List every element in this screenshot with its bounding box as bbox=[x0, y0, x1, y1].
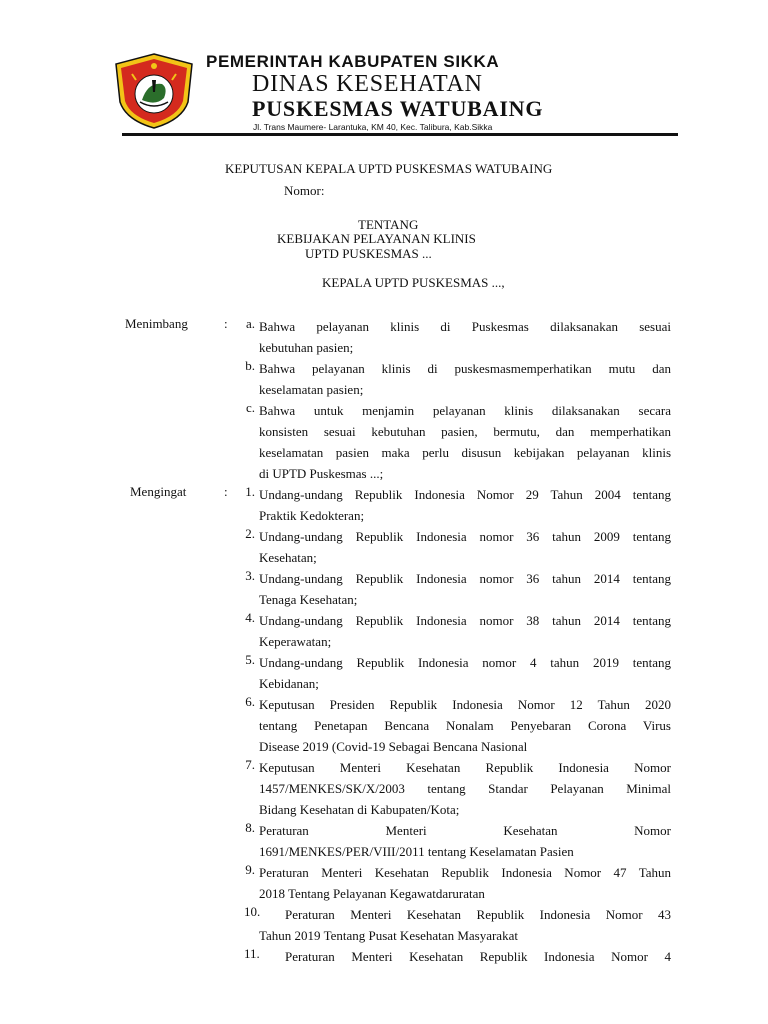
section-colon: : bbox=[224, 316, 228, 331]
list-item-line: Undang-undang Republik Indonesia nomor 38 tahun 2014 tentang bbox=[259, 613, 671, 628]
list-item-line: 1691/MENKES/PER/VIII/2011 tentang Keselamatan Pasien bbox=[259, 844, 574, 859]
list-item-line: Undang-undang Republik Indonesia nomor 4 tahun 2019 tentang bbox=[259, 655, 671, 670]
list-item-line: Bahwa pelayanan klinis di Puskesmas dilaksanakan sesuai bbox=[259, 319, 671, 334]
decree-subject-line1: KEBIJAKAN PELAYANAN KLINIS bbox=[277, 231, 476, 246]
list-item-line: Tenaga Kesehatan; bbox=[259, 592, 358, 607]
list-item-line: tentang Penetapan Bencana Nonalam Penyebaran Corona Virus bbox=[259, 718, 671, 733]
sikka-regency-emblem bbox=[112, 52, 196, 130]
letterhead-unit: PUSKESMAS WATUBAING bbox=[252, 96, 544, 121]
list-item-line: di UPTD Puskesmas ...; bbox=[259, 466, 384, 481]
section-label-recalling: Mengingat bbox=[130, 484, 187, 499]
section-colon: : bbox=[224, 484, 228, 499]
list-item-line: Undang-undang Republik Indonesia nomor 36 tahun 2009 tentang bbox=[259, 529, 671, 544]
list-item-marker: 8. bbox=[245, 820, 255, 835]
list-item-line: Disease 2019 (Covid-19 Sebagai Bencana Nasional bbox=[259, 739, 528, 754]
list-item-marker: 9. bbox=[245, 862, 255, 877]
list-item-line: Praktik Kedokteran; bbox=[259, 508, 365, 523]
decree-issuer: KEPALA UPTD PUSKESMAS ..., bbox=[322, 275, 505, 290]
list-item-line: Bahwa pelayanan klinis di puskesmasmemperhatikan mutu dan bbox=[259, 361, 671, 376]
decree-number-label: Nomor: bbox=[284, 183, 325, 198]
list-item-marker: b. bbox=[245, 358, 255, 373]
list-item-marker: 11. bbox=[244, 946, 260, 961]
section-label-considering: Menimbang bbox=[125, 316, 188, 331]
list-item-line: Peraturan Menteri Kesehatan Republik Indonesia Nomor 4 bbox=[285, 949, 671, 964]
list-item-marker: 1. bbox=[245, 484, 255, 499]
list-item-line: Tahun 2019 Tentang Pusat Kesehatan Masyarakat bbox=[259, 928, 518, 943]
list-item-line: Kesehatan; bbox=[259, 550, 317, 565]
list-item-line: Keputusan Presiden Republik Indonesia Nomor 12 Tahun 2020 bbox=[259, 697, 671, 712]
letterhead-department: DINAS KESEHATAN bbox=[252, 71, 483, 97]
list-item-line: Bahwa untuk menjamin pelayanan klinis dilaksanakan secara bbox=[259, 403, 671, 418]
list-item-marker: 2. bbox=[245, 526, 255, 541]
list-item-line: 2018 Tentang Pelayanan Kegawatdaruratan bbox=[259, 886, 485, 901]
list-item-line: keselamatan pasien; bbox=[259, 382, 364, 397]
list-item-marker: 6. bbox=[245, 694, 255, 709]
list-item-line: kebutuhan pasien; bbox=[259, 340, 354, 355]
list-item-marker: a. bbox=[245, 316, 255, 331]
list-item-line: Bidang Kesehatan di Kabupaten/Kota; bbox=[259, 802, 460, 817]
list-item-line: konsisten sesuai kebutuhan pasien, bermutu, dan memperhatikan bbox=[259, 424, 671, 439]
list-item-line: Undang-undang Republik Indonesia Nomor 29 Tahun 2004 tentang bbox=[259, 487, 671, 502]
list-item-line: Peraturan Menteri Kesehatan Republik Indonesia Nomor 47 Tahun bbox=[259, 865, 671, 880]
list-item-line: Peraturan Menteri Kesehatan Republik Indonesia Nomor 43 bbox=[285, 907, 671, 922]
letterhead-address: Jl. Trans Maumere- Larantuka, KM 40, Kec. Talibura, Kab.Sikka bbox=[253, 122, 493, 132]
decree-about: TENTANG bbox=[358, 217, 419, 232]
decree-subject-line2: UPTD PUSKESMAS ... bbox=[305, 246, 432, 261]
list-item-line: Peraturan Menteri Kesehatan Nomor bbox=[259, 823, 671, 838]
list-item-marker: 5. bbox=[245, 652, 255, 667]
list-item-line: keselamatan pasien maka perlu disusun kebijakan pelayanan klinis bbox=[259, 445, 671, 460]
list-item-marker: 4. bbox=[245, 610, 255, 625]
list-item-marker: 7. bbox=[245, 757, 255, 772]
list-item-marker: 3. bbox=[245, 568, 255, 583]
list-item-marker: c. bbox=[245, 400, 255, 415]
letterhead-government: PEMERINTAH KABUPATEN SIKKA bbox=[206, 52, 500, 71]
list-item-line: Kebidanan; bbox=[259, 676, 319, 691]
list-item-line: Keperawatan; bbox=[259, 634, 332, 649]
list-item-marker: 10. bbox=[244, 904, 261, 919]
letterhead-divider bbox=[122, 133, 678, 136]
list-item-line: Undang-undang Republik Indonesia nomor 36 tahun 2014 tentang bbox=[259, 571, 671, 586]
list-item-line: Keputusan Menteri Kesehatan Republik Indonesia Nomor bbox=[259, 760, 671, 775]
decree-title: KEPUTUSAN KEPALA UPTD PUSKESMAS WATUBAING bbox=[225, 161, 553, 176]
list-item-line: 1457/MENKES/SK/X/2003 tentang Standar Pelayanan Minimal bbox=[259, 781, 671, 796]
